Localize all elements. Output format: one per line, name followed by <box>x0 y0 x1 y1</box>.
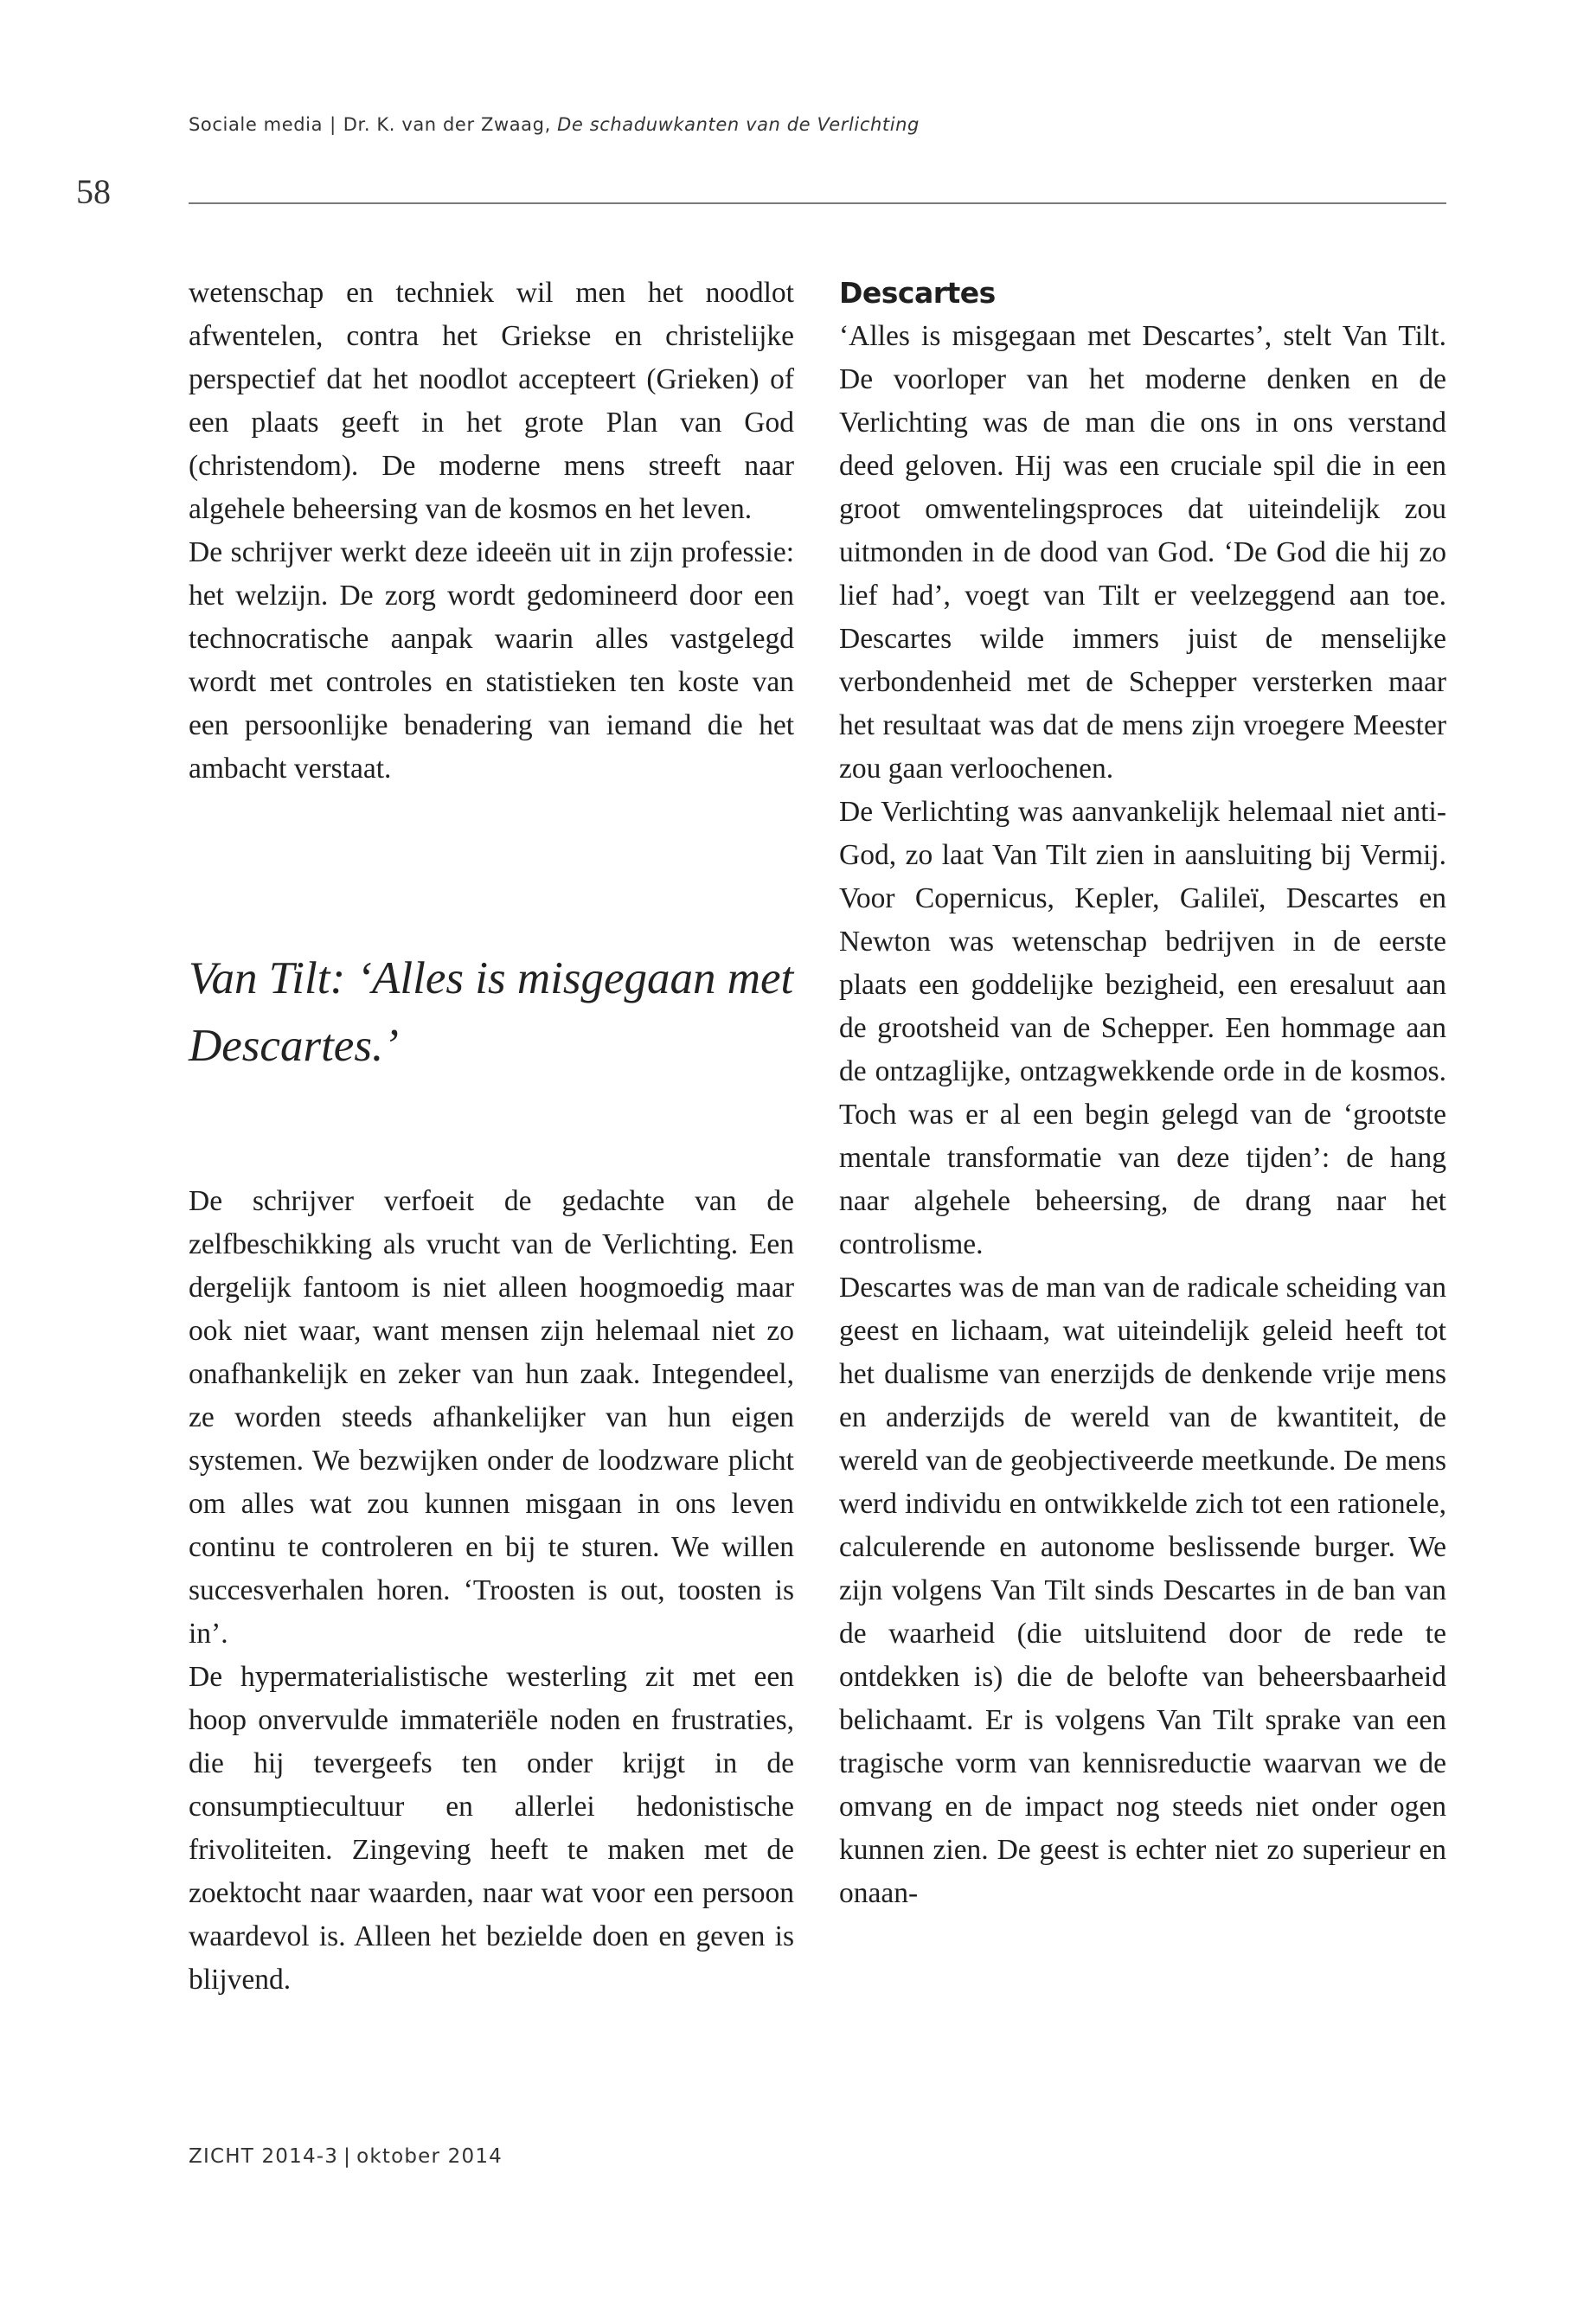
paragraph: wetenschap en techniek wil men het noodlot afwentelen, contra het Griekse en christelijke perspectief dat het noodlot accepteert (Grieken) of een plaats geeft in het grote Plan van God (christendom). De moderne mens streeft naar algehele beheersing van de kosmos en het leven. <box>189 277 794 525</box>
footer-date: oktober 2014 <box>356 2145 503 2168</box>
footer-publication: ZICHT 2014-3 <box>189 2145 339 2168</box>
right-column <box>839 272 1446 1915</box>
running-head <box>189 114 920 135</box>
pull-quote: Van Tilt: ‘Alles is misgegaan met Descartes.’ <box>189 953 794 1071</box>
paragraph: De hypermaterialistische westerling zit met een hoop onvervulde immateriële noden en frustraties, die hij tevergeefs ten onder krijgt in de consumptiecultuur en allerlei hedonistische frivoliteiten. Zingeving heeft te maken met de zoektocht naar waarden, naar wat voor een persoon waardevol is. Alleen het bezielde doen en geven is blijvend. <box>189 1661 794 1996</box>
running-head-section: Sociale media <box>189 114 324 135</box>
running-head-author: Dr. K. van der Zwaag, <box>343 114 551 135</box>
paragraph: De schrijver werkt deze ideeën uit in zijn professie: het welzijn. De zorg wordt gedomineerd door een technocratische aanpak waarin alles vastgelegd wordt met controles en statistieken ten koste van een persoonlijke benadering van iemand die het ambacht verstaat. <box>189 536 794 785</box>
page-footer <box>189 2145 503 2168</box>
page-number: 58 <box>76 172 111 211</box>
paragraph: ‘Alles is misgegaan met Descartes’, stelt Van Tilt. De voorloper van het moderne denken en de Verlichting was de man die ons in ons verstand deed geloven. Hij was een cruciale spil die in een groot omwentelingsproces dat uiteindelijk zou uitmonden in de dood van God. ‘De God die hij zo lief had’, voegt van Tilt er veelzeggend aan toe. Descartes wilde immers juist de menselijke verbondenheid met de Schepper versterken maar het resultaat was dat de mens zijn vroegere Meester zou gaan verloochenen. <box>839 320 1446 785</box>
header-rule <box>189 202 1446 204</box>
footer-separator: | <box>343 2145 352 2168</box>
section-heading: Descartes <box>839 276 996 310</box>
running-head-title: De schaduwkanten van de Verlichting <box>557 114 920 135</box>
paragraph: Descartes was de man van de radicale scheiding van geest en lichaam, wat uiteindelijk geleid heeft tot het dualisme van enerzijds de denkende vrije mens en anderzijds de wereld van de kwantiteit, de wereld van de geobjectiveerde meetkunde. De mens werd individu en ontwikkelde zich tot een rationele, calculerende en autonome beslissende burger. We zijn volgens Van Tilt sinds Descartes in de ban van de waarheid (die uitsluitend door de rede te ontdekken is) die de belofte van beheersbaarheid belichaamt. Er is volgens Van Tilt sprake van een tragische vorm van kennisreductie waarvan we de omvang en de impact nog steeds niet onder ogen kunnen zien. De geest is echter niet zo superieur en onaan- <box>839 1272 1446 1909</box>
paragraph: De Verlichting was aanvankelijk helemaal niet anti-God, zo laat Van Tilt zien in aansluiting bij Vermij. Voor Copernicus, Kepler, Galileï, Descartes en Newton was wetenschap bedrijven in de eerste plaats een goddelijke bezigheid, een eresaluut aan de grootsheid van de Schepper. Een hommage aan de ontzaglijke, ontzagwekkende orde in de kosmos. Toch was er al een begin gelegd van de ‘grootste mentale transformatie van deze tijden’: de hang naar algehele beheersing, de drang naar het controlisme. <box>839 796 1446 1260</box>
running-head-separator: | <box>330 114 337 135</box>
paragraph: De schrijver verfoeit de gedachte van de zelfbeschikking als vrucht van de Verlichting. Een dergelijk fantoom is niet alleen hoogmoedig maar ook niet waar, want mensen zijn helemaal niet zo onafhankelijk en zeker van hun zaak. Integendeel, ze worden steeds afhankelijker van hun eigen systemen. We bezwijken onder de loodzware plicht om alles wat zou kunnen misgaan in ons leven continu te controleren en bij te sturen. We willen succesverhalen horen. ‘Troosten is out, toosten is in’. <box>189 1185 794 1650</box>
left-column-continued <box>189 1180 794 2002</box>
left-column <box>189 272 794 791</box>
